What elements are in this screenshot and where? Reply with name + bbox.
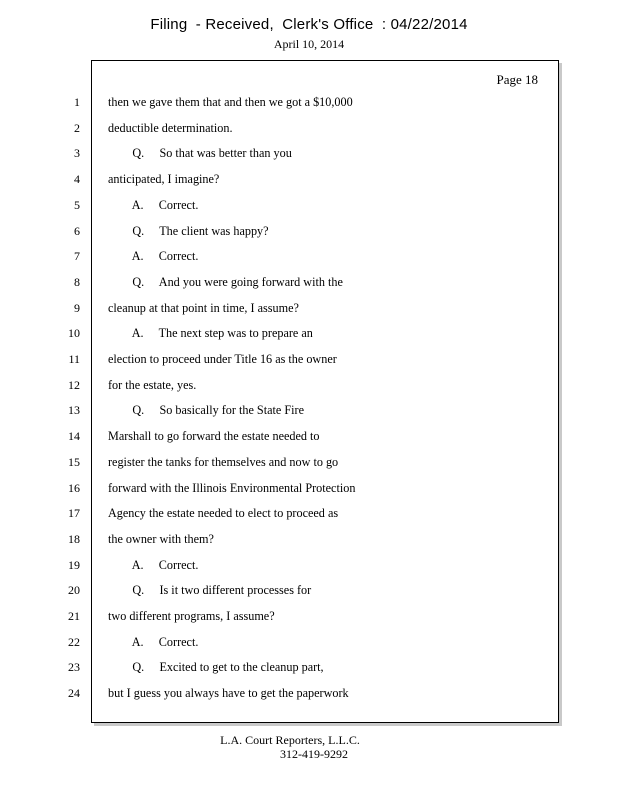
- line-number: 22: [68, 635, 80, 649]
- transcript-line: cleanup at that point in time, I assume?: [108, 301, 299, 315]
- filed-date: : 04/22/2014: [381, 16, 468, 33]
- line-number: 15: [68, 455, 80, 469]
- transcript-line: A. Correct.: [108, 249, 199, 263]
- transcript-line: Marshall to go forward the estate needed to: [108, 429, 320, 443]
- line-number: 24: [68, 686, 80, 700]
- transcript-line: anticipated, I imagine?: [108, 172, 220, 186]
- line-number: 8: [74, 275, 80, 289]
- line-number: 12: [68, 378, 80, 392]
- line-number: 21: [68, 609, 80, 623]
- transcript-line: Q. So basically for the State Fire: [108, 403, 304, 417]
- line-number: 1: [74, 95, 80, 109]
- line-number: 6: [74, 224, 80, 238]
- court-reporter-phone: 312-419-9292: [280, 747, 348, 761]
- line-number: 2: [74, 121, 80, 135]
- transcript-line: A. The next step was to prepare an: [108, 326, 313, 340]
- line-number: 5: [74, 198, 80, 212]
- court-reporter-company: L.A. Court Reporters, L.L.C.: [220, 733, 360, 747]
- line-number: 13: [68, 403, 80, 417]
- page-number: Page 18: [496, 72, 538, 87]
- clerks-office-label: Clerk's Office: [282, 16, 374, 33]
- transcript-line: Q. Excited to get to the cleanup part,: [108, 660, 324, 674]
- line-number: 23: [68, 660, 80, 674]
- transcript-line: but I guess you always have to get the paperwork: [108, 686, 349, 700]
- line-number: 19: [68, 558, 80, 572]
- line-number: 9: [74, 301, 80, 315]
- transcript-line: deductible determination.: [108, 121, 233, 135]
- transcript-line: Q. Is it two different processes for: [108, 583, 312, 597]
- transcript-line: the owner with them?: [108, 532, 214, 546]
- line-number: 16: [68, 481, 80, 495]
- line-number: 18: [68, 532, 80, 546]
- transcript-line: Q. So that was better than you: [108, 146, 292, 160]
- transcript-line: A. Correct.: [108, 635, 199, 649]
- transcript-line: Q. The client was happy?: [108, 224, 269, 238]
- transcript-line: Agency the estate needed to elect to proceed as: [108, 506, 339, 520]
- line-number: 7: [74, 249, 80, 263]
- line-number: 10: [68, 326, 80, 340]
- received-label: - Received,: [195, 16, 274, 33]
- transcript-line: forward with the Illinois Environmental Protection: [108, 481, 356, 495]
- transcript-line: for the estate, yes.: [108, 378, 197, 392]
- line-number: 11: [68, 352, 80, 366]
- transcript-line: A. Correct.: [108, 198, 199, 212]
- transcript-line: then we gave them that and then we got a $10,000: [108, 95, 353, 109]
- filing-stamp: [0, 16, 618, 33]
- line-number: 3: [74, 146, 80, 160]
- transcript-line: two different programs, I assume?: [108, 609, 275, 623]
- filing-label: Filing: [150, 16, 188, 33]
- transcript-line: election to proceed under Title 16 as the owner: [108, 352, 337, 366]
- line-number: 20: [68, 583, 80, 597]
- line-number: 17: [68, 506, 80, 520]
- deposition-date: April 10, 2014: [273, 37, 345, 51]
- transcript-line: register the tanks for themselves and now to go: [108, 455, 339, 469]
- transcript-line: A. Correct.: [108, 558, 199, 572]
- line-number: 4: [74, 172, 80, 186]
- transcript-line: Q. And you were going forward with the: [108, 275, 343, 289]
- line-number: 14: [68, 429, 80, 443]
